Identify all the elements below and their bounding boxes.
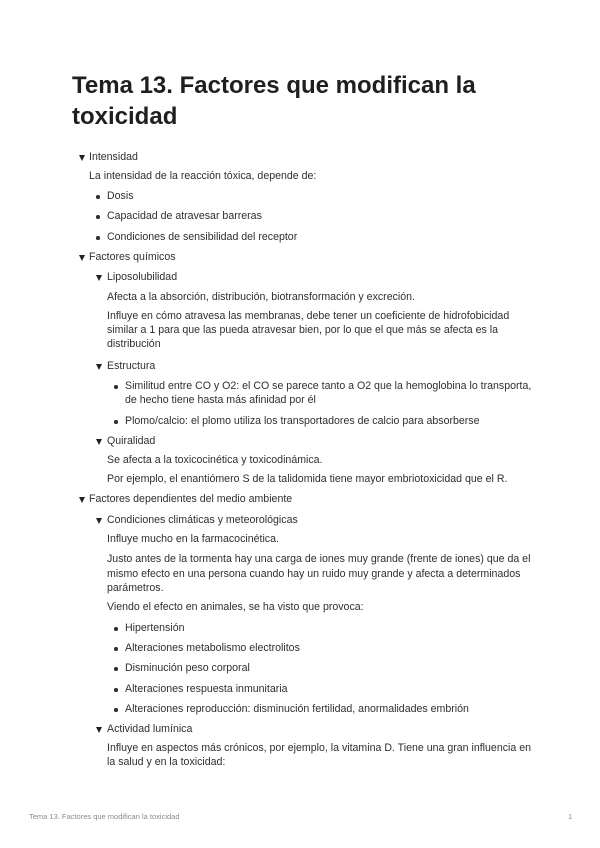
list-item: Hipertensión [125,622,185,634]
toggle-arrow-icon[interactable] [79,255,85,261]
toggle-arrow-icon[interactable] [96,364,102,370]
paragraph: Se afecta a la toxicocinética y toxicodinámica. [107,454,323,466]
bullet-icon [96,215,100,219]
paragraph-line: Justo antes de la tormenta hay una carga de iones muy grande (frente de iones) que da el [107,553,531,565]
toggle-arrow-icon[interactable] [96,518,102,524]
bullet-icon [114,647,118,651]
toggle-condiciones-climaticas[interactable]: Condiciones climáticas y meteorológicas [107,514,298,526]
toggle-quiralidad[interactable]: Quiralidad [107,435,156,447]
list-item: Dosis [107,190,134,202]
bullet-icon [114,385,118,389]
bullet-icon [114,708,118,712]
paragraph-line: parámetros. [107,582,164,594]
paragraph-line: mismo efecto en una persona cuando hay un ruido muy grande y afecta a determinados [107,568,521,580]
toggle-liposolubilidad[interactable]: Liposolubilidad [107,271,178,283]
bullet-icon [114,688,118,692]
toggle-arrow-icon[interactable] [79,155,85,161]
list-item: Alteraciones respuesta inmunitaria [125,683,288,695]
bullet-icon [114,627,118,631]
list-item: Condiciones de sensibilidad del receptor [107,231,298,243]
list-item: Alteraciones reproducción: disminución fertilidad, anormalidades embrión [125,703,469,715]
paragraph-line: la salud y en la toxicidad: [107,756,226,768]
paragraph-line: distribución [107,338,161,350]
paragraph: Viendo el efecto en animales, se ha visto que provoca: [107,601,364,613]
toggle-factores-quimicos[interactable]: Factores químicos [89,251,176,263]
toggle-arrow-icon[interactable] [96,439,102,445]
toggle-arrow-icon[interactable] [96,727,102,733]
list-item: Disminución peso corporal [125,662,250,674]
toggle-arrow-icon[interactable] [79,497,85,503]
list-item-continuation: de hecho tiene hasta más afinidad por él [125,394,316,406]
page-title: Tema 13. Factores que modifican la toxicidad [72,72,476,130]
bullet-icon [96,236,100,240]
bullet-icon [114,420,118,424]
toggle-medio-ambiente[interactable]: Factores dependientes del medio ambiente [89,493,293,505]
paragraph-line: similar a 1 para que las pueda atravesar bien, por lo que el que más se afecta es la [107,324,499,336]
list-item: Capacidad de atravesar barreras [107,210,262,222]
list-item: Similitud entre CO y O2: el CO se parece tanto a O2 que la hemoglobina lo transporta, [125,380,532,392]
list-item: Alteraciones metabolismo electrolitos [125,642,300,654]
paragraph-line: Influye en aspectos más crónicos, por ejemplo, la vitamina D. Tiene una gran influencia en [107,742,531,754]
paragraph: Influye mucho en la farmacocinética. [107,533,279,545]
toggle-actividad-luminica[interactable]: Actividad lumínica [107,723,193,735]
footer-title: Tema 13. Factores que modifican la toxicidad [29,812,180,821]
paragraph: La intensidad de la reacción tóxica, depende de: [89,170,317,182]
toggle-estructura[interactable]: Estructura [107,360,156,372]
paragraph: Afecta a la absorción, distribución, biotransformación y excreción. [107,291,415,303]
toggle-intensidad[interactable]: Intensidad [89,151,138,163]
bullet-icon [114,667,118,671]
footer-page-number: 1 [568,812,573,821]
list-item: Plomo/calcio: el plomo utiliza los transportadores de calcio para absorberse [125,415,480,427]
toggle-arrow-icon[interactable] [96,275,102,281]
paragraph-line: Influye en cómo atravesa las membranas, debe tener un coeficiente de hidrofobicidad [107,310,510,322]
bullet-icon [96,195,100,199]
paragraph: Por ejemplo, el enantiómero S de la talidomida tiene mayor embriotoxicidad que el R. [107,473,508,485]
